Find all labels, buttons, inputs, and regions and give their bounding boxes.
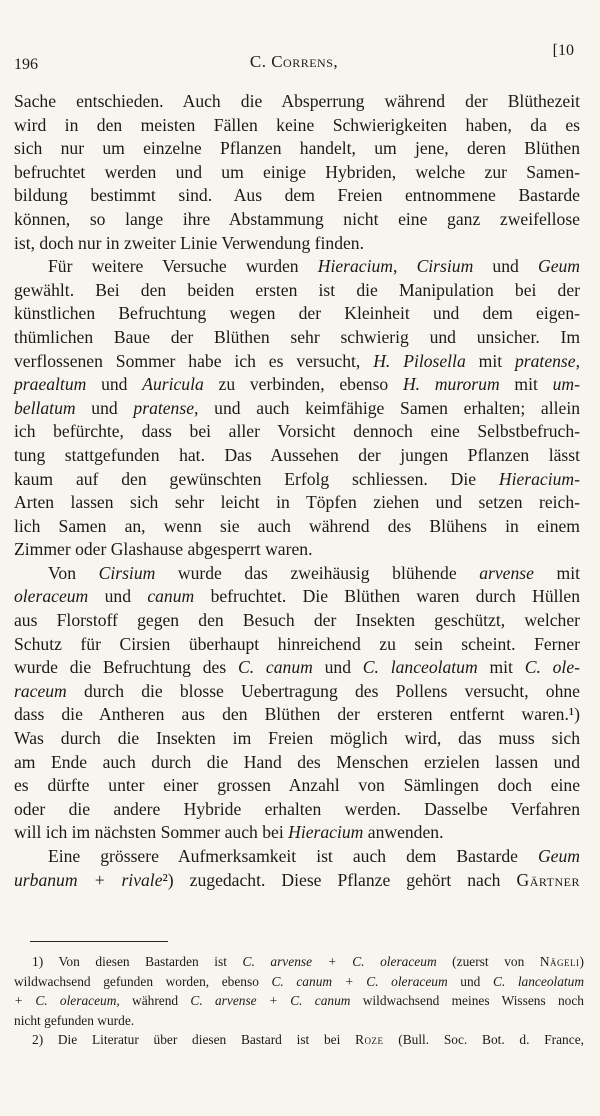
page-number: 196 [14, 56, 38, 73]
text-line: bildung bestimmt sind. Aus dem Freien entnommene Bastarde [14, 185, 580, 206]
running-head: C. Correns, [249, 52, 339, 71]
text-line: Schutz für Cirsien überhaupt hinreichend zu sein scheint. Ferner [14, 633, 580, 654]
text-line: ich befürchte, dass bei aller Vorsicht dennoch eine Selbstbefruch- [14, 421, 580, 442]
taxon-name: Hieracium [288, 822, 364, 843]
footnote-line: nicht gefunden wurde. [14, 1012, 135, 1028]
text-line: Von Cirsium wurde das zweihäusig blühende arvense mit [48, 562, 580, 583]
text-line: können, so lange ihre Abstammung nicht eine ganz zweifellose [14, 208, 580, 229]
text-line: Für weitere Versuche wurden Hieracium, Cirsium und Geum [48, 256, 581, 277]
text-line: am Ende auch durch die Hand des Menschen erzielen lassen und [14, 751, 580, 772]
taxon-name: + C. oleraceum, [14, 993, 120, 1009]
taxon-name: pratense, [133, 397, 199, 418]
taxon-name: raceum [14, 680, 67, 701]
taxon-name: H. murorum [402, 374, 500, 395]
footnote-1 [14, 952, 584, 1030]
author-name: Nägeli [539, 954, 580, 969]
taxon-name: pratense, [514, 350, 580, 371]
taxon-name: C. arvense + C. canum [190, 993, 351, 1009]
taxon-name: Hieracium- [498, 468, 580, 489]
taxon-name: praealtum [14, 374, 87, 395]
text-line: kaum auf den gewünschten Erfolg schliessen. Die Hieracium- [14, 468, 580, 489]
taxon-name: Hieracium [317, 256, 393, 277]
taxon-name: C. canum + C. oleraceum [271, 973, 448, 989]
text-line: tung stattgefunden hat. Das Aussehen der jungen Pflanzen lässt [14, 444, 580, 465]
taxon-name: Geum [537, 846, 580, 866]
text-line: Was durch die Insekten im Freien möglich wird, das muss sich [14, 728, 580, 749]
signature-mark: [10 [552, 42, 574, 59]
page-header [14, 42, 574, 73]
body-text [14, 90, 580, 892]
taxon-name: C. ole- [524, 657, 580, 678]
text-line: verflossenen Sommer habe ich es versucht, H. Pilosella mit pratense, [14, 350, 580, 371]
text-line: bellatum und pratense, und auch keimfähige Samen erhalten; allein [14, 397, 581, 418]
taxon-name: Auricula [142, 374, 204, 395]
footnote-line: + C. oleraceum, während C. arvense + C. canum wildwachsend meines Wissens noch [14, 993, 584, 1009]
text-line: dass die Antheren aus den Blüthen der ersteren entfernt waren.¹) [14, 704, 580, 725]
taxon-name: urbanum + rivale [14, 869, 163, 890]
text-line: künstlichen Befruchtung wegen der Kleinheit und dem eigen- [14, 303, 580, 324]
paragraph-3 [14, 562, 580, 845]
text-line: Arten lassen sich sehr leicht in Töpfen ziehen und setzen reich- [14, 492, 580, 513]
author-name: Roze [355, 1032, 384, 1048]
text-line: sich nur um einzelne Pflanzen handelt, um jene, deren Blüthen [14, 138, 580, 159]
taxon-name: bellatum [14, 397, 76, 418]
paragraph-2 [14, 255, 580, 562]
text-line: es dürfte unter einer grossen Anzahl von Sämlingen doch eine [14, 775, 580, 796]
taxon-name: H. Pilosella [373, 350, 466, 371]
taxon-name: Cirsium [98, 562, 156, 583]
paragraph-4 [14, 845, 580, 892]
text-line: befruchtet werden und um einige Hybriden, welche zur Samen- [14, 161, 580, 182]
taxon-name: C. arvense + C. oleraceum [242, 954, 437, 969]
text-line: Eine grössere Aufmerksamkeit ist auch dem Bastarde Geum [48, 846, 580, 866]
text-line: oder die andere Hybride erhalten werden. Dasselbe Verfahren [14, 798, 580, 819]
text-line: oleraceum und canum befruchtet. Die Blüthen waren durch Hüllen [14, 586, 580, 607]
text-line: lich Samen an, wenn sie auch während des Blühens in einem [14, 515, 580, 536]
text-line: ist, doch nur in zweiter Linie Verwendung finden. [14, 232, 364, 253]
text-line: urbanum + rivale²) zugedacht. Diese Pflanze gehört nach Gärtner [14, 869, 580, 890]
taxon-name: arvense [479, 562, 534, 583]
text-line: aus Florstoff gegen den Besuch der Insekten geschützt, welcher [14, 610, 580, 631]
taxon-name: C. lanceolatum [492, 973, 585, 989]
footnote-line: 2) Die Literatur über diesen Bastard ist bei Roze (Bull. Soc. Bot. d. France, [32, 1032, 584, 1048]
footnote-line: wildwachsend gefunden worden, ebenso C. canum + C. oleraceum und C. lanceolatum [14, 973, 585, 989]
author-name: Gärtner [516, 869, 580, 890]
text-line: gewählt. Bei den beiden ersten ist die Manipulation bei der [14, 279, 580, 300]
text-line: Zimmer oder Glashause abgesperrt waren. [14, 539, 313, 560]
taxon-name: um- [552, 374, 580, 395]
taxon-name: Geum [537, 256, 581, 277]
text-line: will ich im nächsten Sommer auch bei Hieracium anwenden. [14, 822, 444, 843]
text-line: thümlichen Baue der Blüthen sehr schwierig und unsicher. Im [14, 326, 580, 347]
text-line: praealtum und Auricula zu verbinden, ebenso H. murorum mit um- [14, 374, 580, 395]
paragraph-1 [14, 90, 580, 255]
text-line: raceum durch die blosse Uebertragung des Pollens versucht, ohne [14, 680, 580, 701]
taxon-name: oleraceum [14, 586, 89, 607]
taxon-name: canum [147, 586, 195, 607]
footnote-2 [14, 1030, 584, 1050]
text-line: wurde die Befruchtung des C. canum und C. lanceolatum mit C. ole- [14, 657, 580, 678]
taxon-name: Cirsium [416, 256, 474, 277]
footnotes [14, 952, 584, 1050]
taxon-name: C. lanceolatum [362, 657, 478, 678]
text-line: wird in den meisten Fällen keine Schwierigkeiten haben, da es [14, 114, 580, 135]
footnote-rule [30, 941, 168, 942]
taxon-name: C. canum [238, 657, 313, 678]
footnote-line: 1) Von diesen Bastarden ist C. arvense + C. oleraceum (zuerst von Nägeli) [32, 954, 584, 969]
text-line: Sache entschieden. Auch die Absperrung während der Blüthezeit [14, 91, 580, 111]
